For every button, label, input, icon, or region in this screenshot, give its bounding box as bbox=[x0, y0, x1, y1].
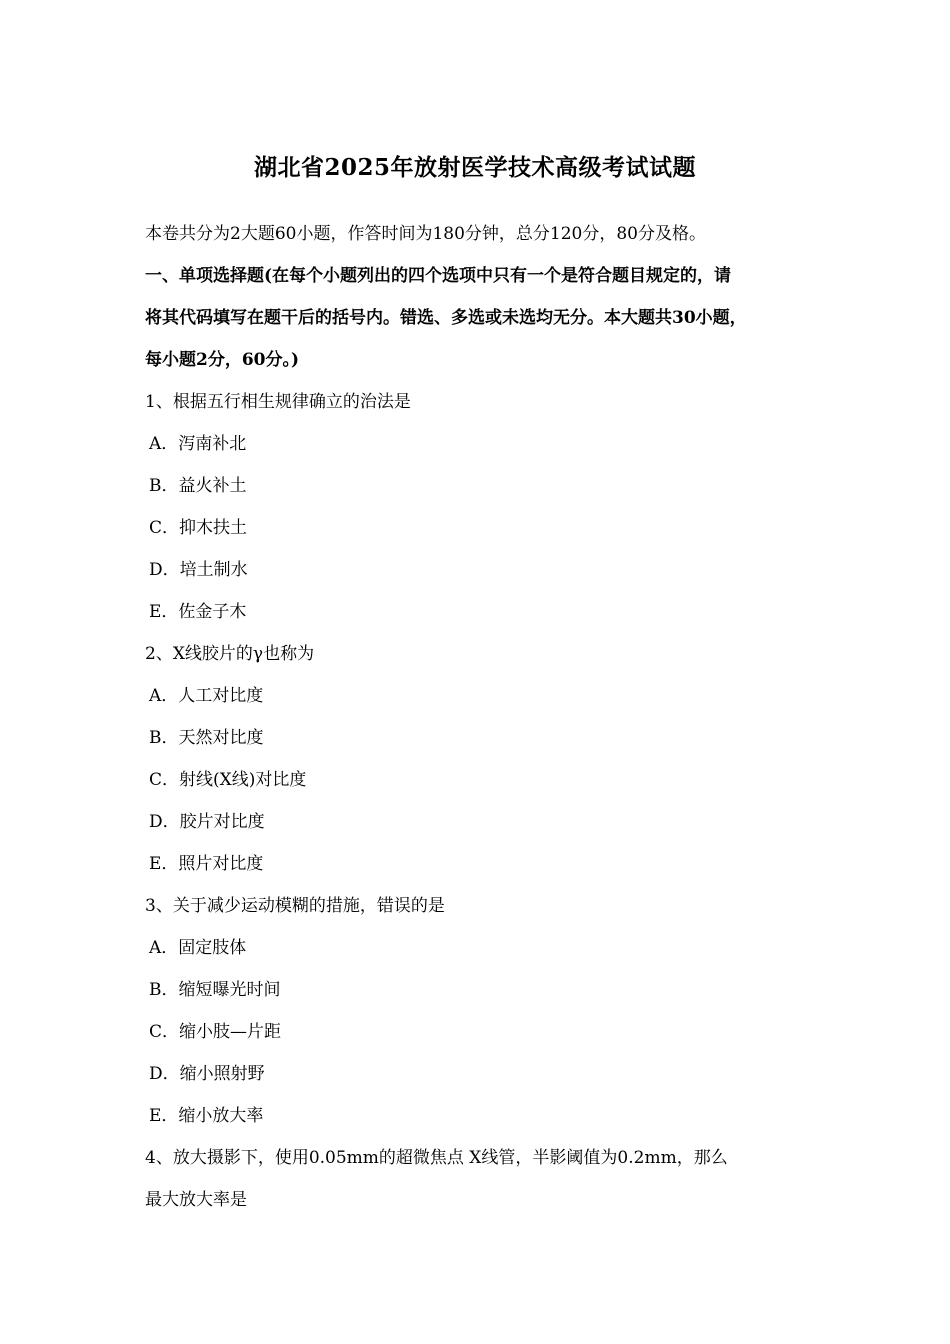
question-stem: 1、根据五行相生规律确立的治法是 bbox=[145, 392, 411, 412]
question-stem: 2、X线胶片的γ也称为 bbox=[145, 644, 315, 664]
question-option: A．固定肢体 bbox=[149, 938, 247, 958]
question-option: B．益火补土 bbox=[149, 476, 247, 496]
question-option: D．培土制水 bbox=[149, 560, 248, 580]
question-option: C．缩小肢—片距 bbox=[149, 1022, 282, 1042]
question-option: E．照片对比度 bbox=[149, 854, 264, 874]
question-option: E．佐金子木 bbox=[149, 602, 247, 622]
document-title: 湖北省2025年放射医学技术高级考试试题 bbox=[253, 154, 696, 181]
question-option: E．缩小放大率 bbox=[149, 1106, 264, 1126]
section-header-line: 每小题2分，60分。) bbox=[145, 350, 300, 370]
section-header-line: 将其代码填写在题干后的括号内。错选、多选或未选均无分。本大题共30小题， bbox=[145, 308, 747, 328]
question-option: B．天然对比度 bbox=[149, 728, 264, 748]
document-body bbox=[145, 213, 825, 1221]
question-stem-continuation: 最大放大率是 bbox=[145, 1190, 247, 1210]
question-stem: 4、放大摄影下，使用0.05mm的超微焦点 X线管，半影阈值为0.2mm，那么 bbox=[145, 1148, 728, 1168]
question-stem: 3、关于减少运动模糊的措施，错误的是 bbox=[145, 896, 445, 916]
intro-text: 本卷共分为2大题60小题，作答时间为180分钟，总分120分，80分及格。 bbox=[145, 224, 706, 244]
question-option: B．缩短曝光时间 bbox=[149, 980, 281, 1000]
question-option: C．抑木扶土 bbox=[149, 518, 248, 538]
question-option: A．泻南补北 bbox=[149, 434, 247, 454]
question-option: D．缩小照射野 bbox=[149, 1064, 265, 1084]
question-option: D．胶片对比度 bbox=[149, 812, 265, 832]
question-option: A．人工对比度 bbox=[149, 686, 264, 706]
question-option: C．射线(X线)对比度 bbox=[149, 770, 307, 790]
section-header-line: 一、单项选择题(在每个小题列出的四个选项中只有一个是符合题目规定的，请 bbox=[145, 266, 732, 286]
